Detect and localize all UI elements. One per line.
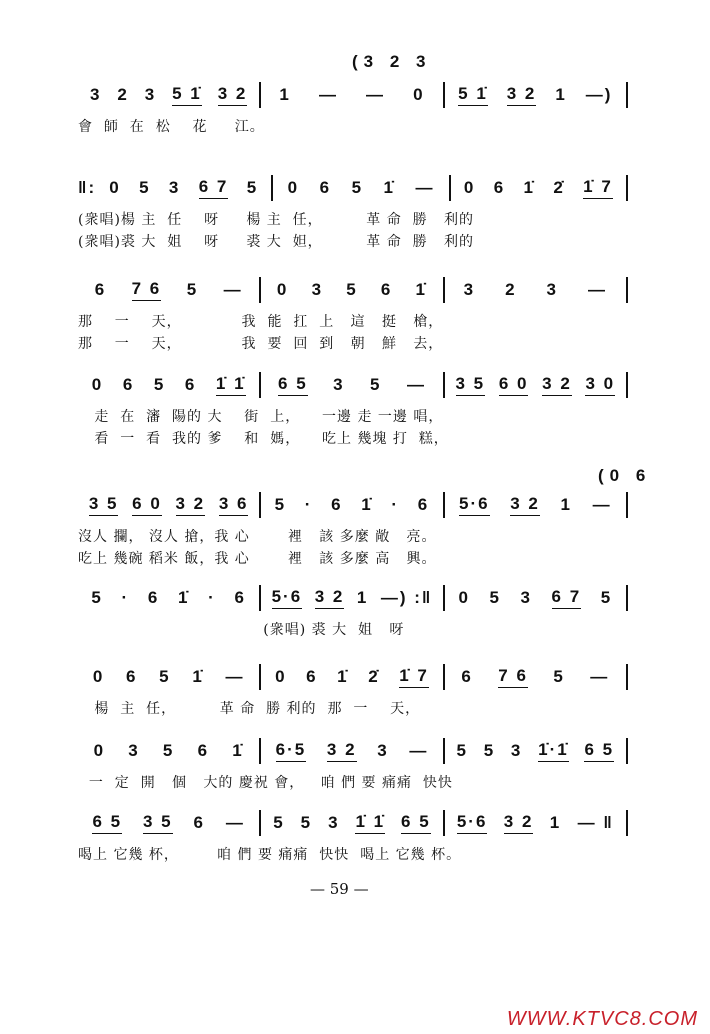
note: 1̇ <box>337 667 349 686</box>
staff-system <box>78 277 628 355</box>
lyric-line: 一 定 開 個 大的 慶祝 會， 咱 們 要 痛痛 快快 <box>78 775 453 791</box>
note: 6 <box>331 495 343 514</box>
note: 6 5 <box>584 740 614 762</box>
note: 6 5 <box>278 374 308 396</box>
note: 5 <box>274 495 287 514</box>
note: 1̇ 1̇ <box>216 374 246 396</box>
note: · <box>391 495 400 514</box>
note: 5·6 <box>272 587 303 609</box>
note: 0 <box>275 667 287 686</box>
note: 5 1̇ <box>172 84 202 106</box>
note: — <box>318 85 338 104</box>
measure <box>78 82 261 108</box>
note: 3 <box>144 85 157 104</box>
staff-system <box>78 82 628 138</box>
note: 1̇·1̇ <box>538 740 569 762</box>
note-row <box>78 585 628 611</box>
note: 3 <box>311 280 324 299</box>
note: 3 <box>510 741 523 760</box>
note: 5 <box>370 375 382 394</box>
note: 6 <box>417 495 430 514</box>
note: 6 <box>184 375 197 394</box>
measure <box>261 585 444 611</box>
note-row <box>78 277 628 303</box>
note: 1 <box>560 495 572 514</box>
note-row <box>78 492 628 518</box>
note-row <box>78 810 628 836</box>
note: 1 <box>555 85 567 104</box>
repeat-start-sign: ‖: <box>78 178 97 197</box>
note: 1̇ 7 <box>583 177 613 199</box>
staff-system <box>78 492 628 570</box>
measure <box>96 175 273 201</box>
note: 3 2 <box>218 84 248 106</box>
lyric-line: 楊 主 任， 革 命 勝 利的 那 一 天， <box>78 701 421 717</box>
staff-system <box>78 175 628 253</box>
note: 6 <box>319 178 332 197</box>
note: 2 <box>117 85 129 104</box>
note: 5·6 <box>459 494 490 516</box>
note: — <box>406 375 426 394</box>
note: 5 <box>91 588 103 607</box>
note: 2̇ <box>368 667 380 686</box>
note: — <box>225 813 245 832</box>
measure <box>78 585 261 611</box>
note: 1̇ <box>523 178 535 197</box>
measure <box>445 664 628 690</box>
note: 5 <box>153 375 166 394</box>
note: — <box>590 667 610 686</box>
lyric-line: (衆唱) 裘 大 姐 呀 <box>78 622 405 638</box>
measure <box>273 175 450 201</box>
note: 3 2 <box>176 494 206 516</box>
note: 6 7 <box>199 177 229 199</box>
note: 6 <box>126 667 138 686</box>
note-row <box>78 738 628 764</box>
measure <box>261 277 444 303</box>
note: 7 6 <box>498 666 528 688</box>
lyric-line: (衆唱)裘 大 姐 呀 裘 大 妲， 革 命 勝 利的 <box>78 234 474 250</box>
note: — <box>223 280 243 299</box>
note: 0 <box>463 178 476 197</box>
note: 6 0 <box>499 374 529 396</box>
note: 6 <box>197 741 210 760</box>
note: 2 <box>505 280 517 299</box>
note: 0 <box>92 667 105 686</box>
measure <box>261 492 444 518</box>
bracket-intro-notes: (3 2 3 <box>352 52 432 71</box>
note: 6 7 <box>552 587 582 609</box>
note: 6 5 <box>401 812 431 834</box>
note: 3 5 <box>456 374 486 396</box>
note: 6 <box>461 667 473 686</box>
note: 5 <box>351 178 364 197</box>
lyric-line: 看 一 看 我的 爹 和 媽， 吃上 幾塊 打 糕， <box>78 431 449 447</box>
note: 5 <box>246 178 259 197</box>
note: 3 <box>520 588 532 607</box>
note: 1̇ 7 <box>399 666 429 688</box>
note: 1 <box>279 85 291 104</box>
note: 5 1̇ <box>458 84 488 106</box>
note: 1̇ <box>361 495 373 514</box>
note: 0 <box>91 375 104 394</box>
note: 5 <box>346 280 358 299</box>
note: 1̇ <box>177 588 190 607</box>
note: 6 <box>380 280 393 299</box>
note: 5 <box>162 741 175 760</box>
note: 5 <box>456 741 468 760</box>
note: 5 <box>186 280 199 299</box>
note: 5 <box>159 667 171 686</box>
measure <box>445 277 628 303</box>
measure <box>261 372 444 398</box>
lyric-line: 那 一 天， 我 要 回 到 朝 鮮 去， <box>78 336 444 352</box>
measure <box>78 277 261 303</box>
lyric-line: 會 師 在 松 花 江。 <box>78 119 265 135</box>
note: 1̇ 1̇ <box>355 812 385 834</box>
note-row <box>78 664 628 690</box>
note: — <box>592 495 612 514</box>
measure <box>445 585 628 611</box>
note: · <box>121 588 130 607</box>
note: —) :‖ <box>380 588 433 607</box>
measure <box>445 372 628 398</box>
measure <box>261 738 444 764</box>
measure <box>78 664 261 690</box>
note: 5 <box>489 588 501 607</box>
measure <box>445 810 628 836</box>
bracket-intro-notes: (0 6 <box>598 466 652 485</box>
measure <box>78 492 261 518</box>
note: 6 0 <box>132 494 162 516</box>
measure <box>261 82 444 108</box>
measure <box>445 82 628 108</box>
measure <box>451 175 628 201</box>
measure <box>78 738 261 764</box>
note: 6 <box>147 588 160 607</box>
note: · <box>208 588 216 607</box>
lyric-line: 喝上 它幾 杯， 咱 們 要 痛痛 快快 喝上 它幾 杯。 <box>78 847 462 863</box>
staff-system <box>78 738 628 794</box>
note: — <box>409 741 429 760</box>
note: 7 6 <box>132 279 162 301</box>
note: 3 <box>89 85 102 104</box>
measure <box>78 810 261 836</box>
note: 5 <box>600 588 613 607</box>
note: 3 2 <box>507 84 537 106</box>
note: 0 <box>413 85 425 104</box>
measure <box>261 810 444 836</box>
note: 0 <box>93 741 106 760</box>
note: 6 <box>94 280 107 299</box>
measure <box>445 738 628 764</box>
note: 3 <box>168 178 181 197</box>
note: 1̇ <box>232 741 244 760</box>
watermark: WWW.KTVC8.COM <box>506 1008 698 1030</box>
note: 6 <box>193 813 205 832</box>
note: 3 2 <box>504 812 534 834</box>
note: · <box>304 495 313 514</box>
note: — <box>225 667 245 686</box>
note-row <box>78 372 628 398</box>
note: 3 2 <box>542 374 572 396</box>
note: 6 <box>306 667 318 686</box>
note: 1̇ <box>192 667 204 686</box>
staff-system <box>78 585 628 641</box>
note: 5 <box>553 667 565 686</box>
note: — <box>587 280 607 299</box>
note: 6 <box>234 588 246 607</box>
note: 6·5 <box>276 740 307 762</box>
note: 5 <box>483 741 496 760</box>
lyric-line: 走 在 瀋 陽的 大 街 上， 一邊 走 一邊 唱， <box>78 409 444 425</box>
note: 3 <box>463 280 476 299</box>
note-row <box>78 175 628 201</box>
note: 1̇ <box>383 178 395 197</box>
lyric-line: 那 一 天， 我 能 扛 上 這 挺 槍， <box>78 314 444 330</box>
note: 1 <box>549 813 562 832</box>
note: 1̇ <box>415 280 428 299</box>
lyric-line: 吃上 幾碗 稻米 飯，我 心 裡 該 多麼 高 興。 <box>78 551 437 567</box>
page-number: — 59 — <box>310 880 369 898</box>
note: 0 <box>276 280 289 299</box>
note: 5·6 <box>457 812 488 834</box>
staff-system <box>78 664 628 720</box>
measure <box>445 492 628 518</box>
note: 3 6 <box>219 494 249 516</box>
note: 5 <box>300 813 313 832</box>
note: — <box>415 178 435 197</box>
note: 3 <box>328 813 340 832</box>
staff-system <box>78 372 628 450</box>
measure <box>261 664 444 690</box>
note: 6 <box>493 178 506 197</box>
note: 3 2 <box>327 740 357 762</box>
note: 6 5 <box>92 812 122 834</box>
note: 3 5 <box>89 494 119 516</box>
lyric-line: (衆唱)楊 主 任 呀 楊 主 任， 革 命 勝 利的 <box>78 212 474 228</box>
note: 3 0 <box>585 374 615 396</box>
note: 0 <box>458 588 470 607</box>
note: — ‖ <box>577 813 614 832</box>
note: 0 <box>287 178 300 197</box>
note-row <box>78 82 628 108</box>
staff-system <box>78 810 628 866</box>
note: 5 <box>139 178 151 197</box>
note: 3 <box>128 741 140 760</box>
note: 1 <box>356 588 369 607</box>
note: 0 <box>109 178 121 197</box>
note: —) <box>585 85 613 104</box>
note: 3 2 <box>315 587 345 609</box>
note: — <box>366 85 386 104</box>
note: 3 2 <box>510 494 540 516</box>
note: 3 <box>333 375 345 394</box>
note: 3 5 <box>143 812 173 834</box>
note: 6 <box>122 375 135 394</box>
note: 5 <box>273 813 285 832</box>
lyric-line: 沒人 攔， 沒人 搶，我 心 裡 該 多麼 敞 亮。 <box>78 529 437 545</box>
note: 3 <box>546 280 558 299</box>
note: 2̇ <box>553 178 565 197</box>
measure <box>78 372 261 398</box>
note: 3 <box>377 741 389 760</box>
